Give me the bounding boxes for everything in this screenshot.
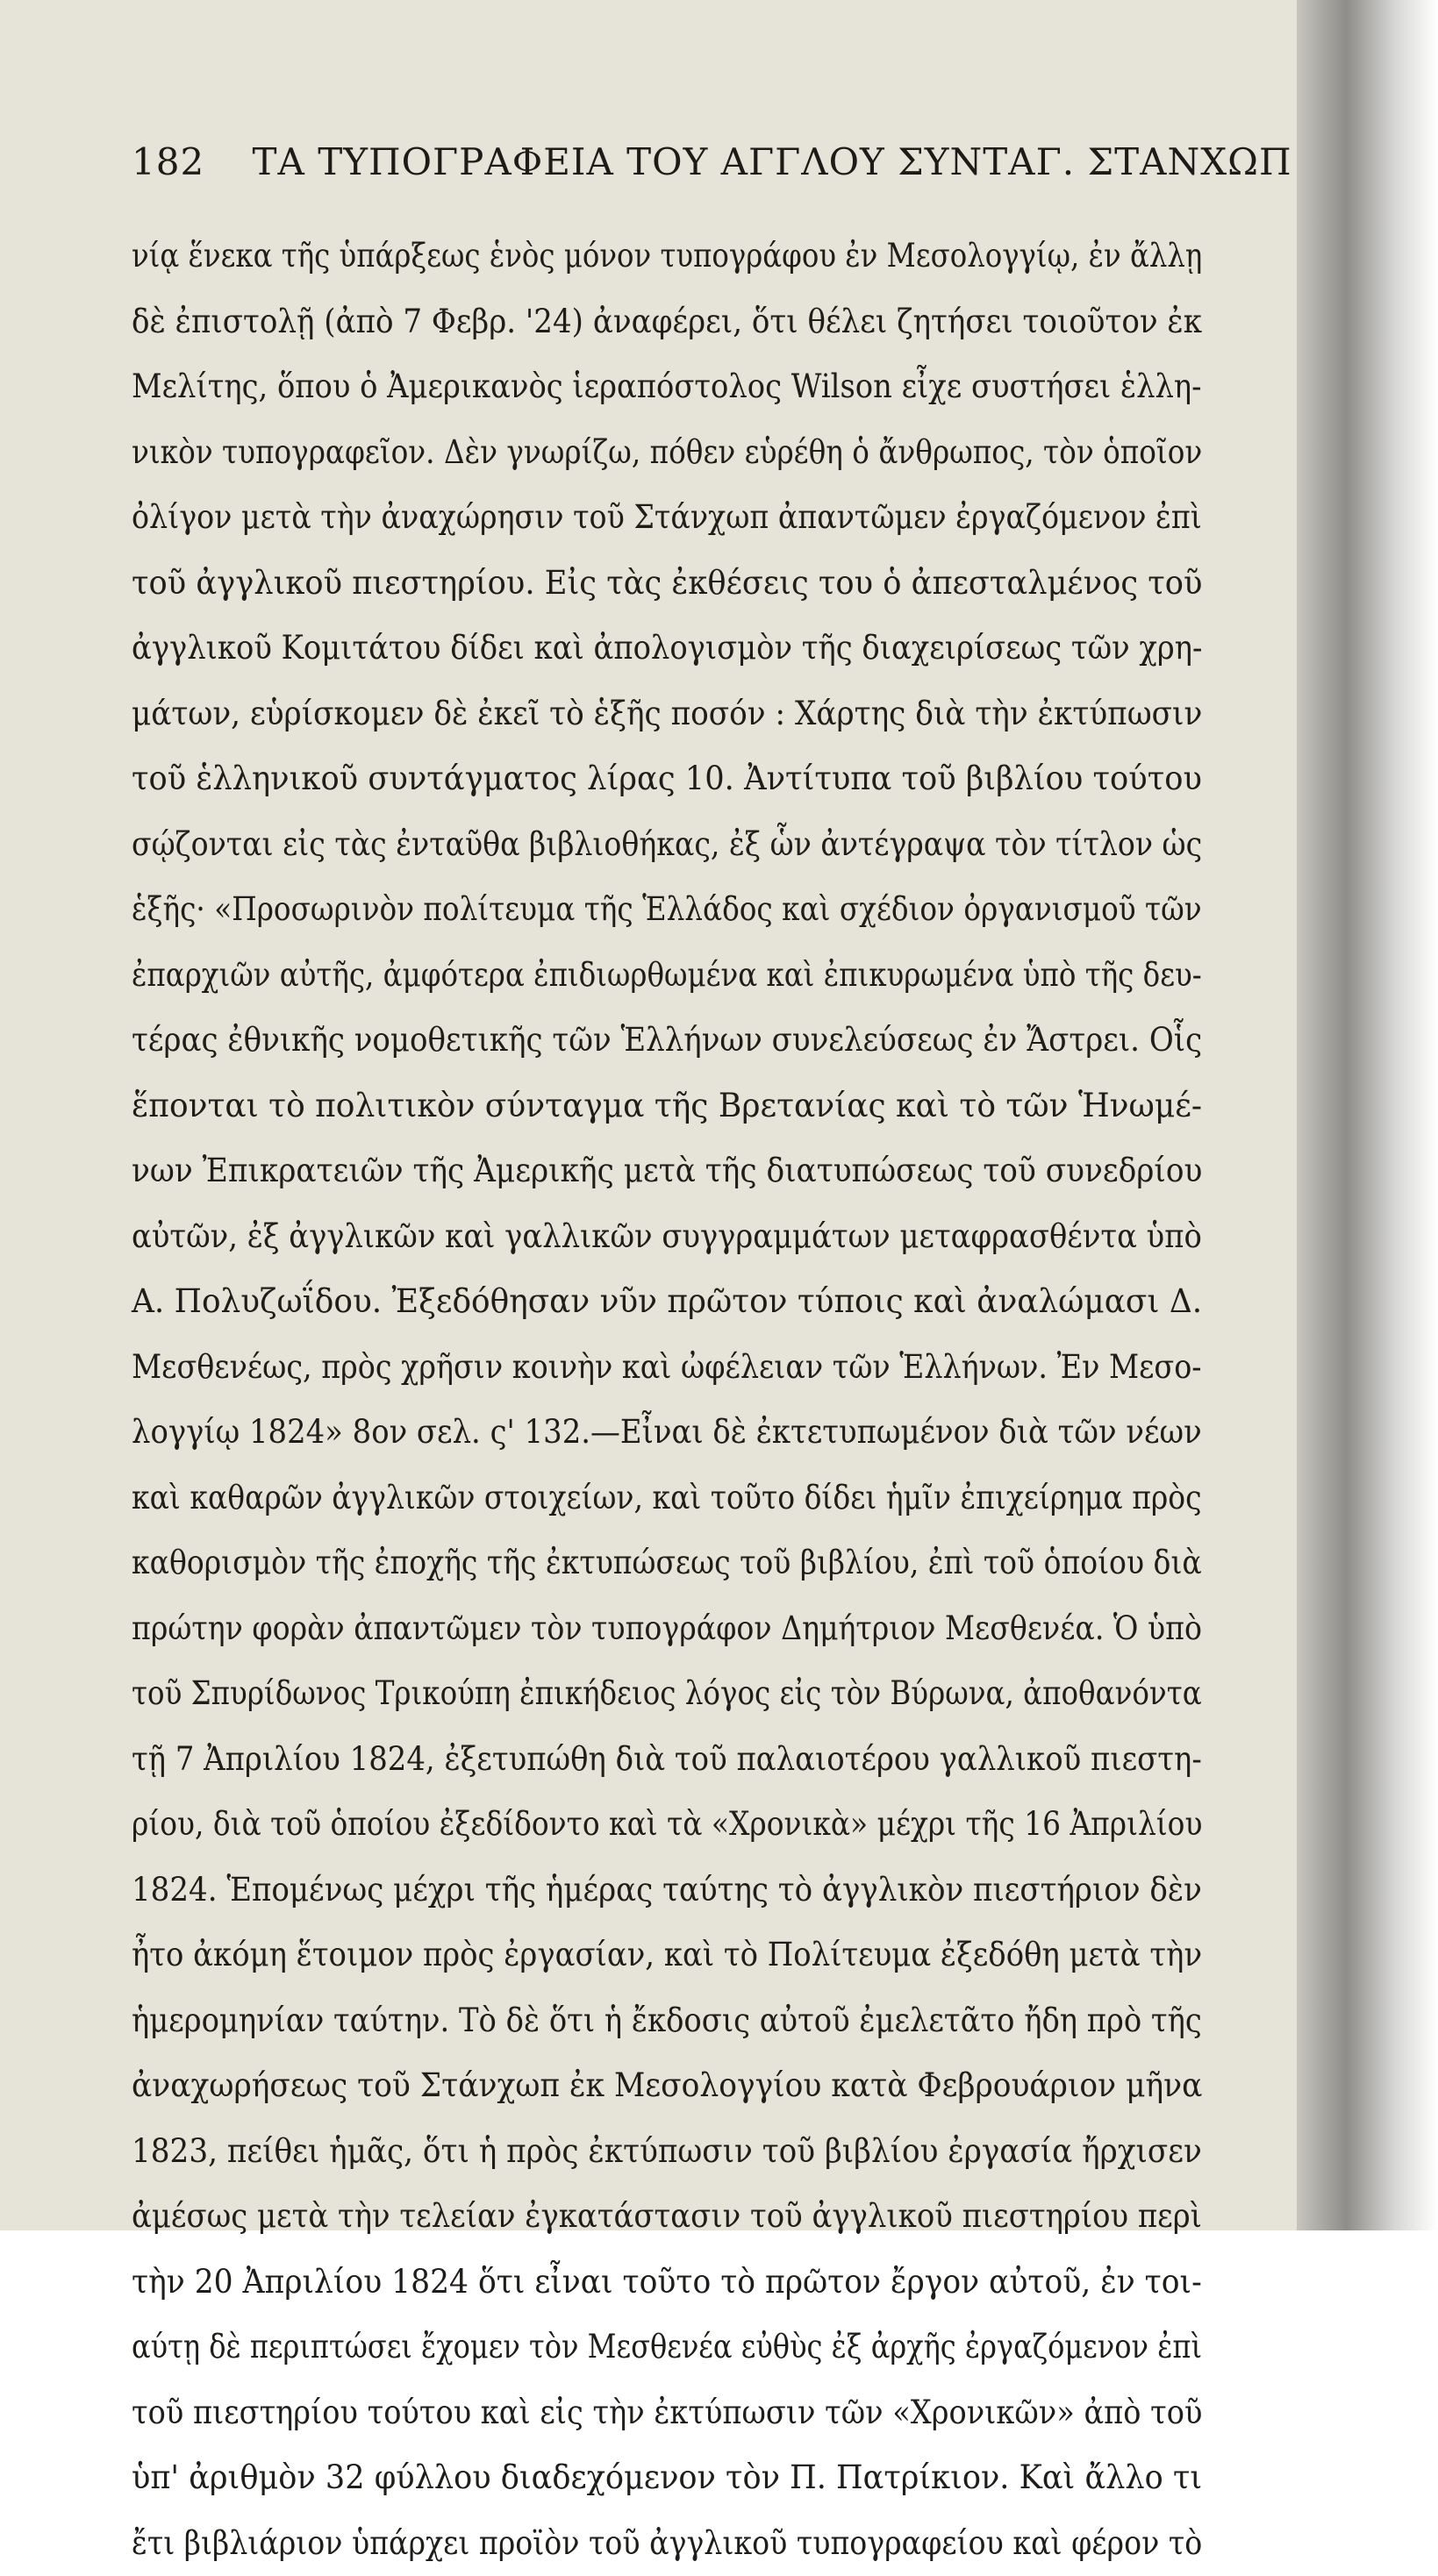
text-line: αύτῃ δὲ περιπτώσει ἔχομεν τὸν Μεσθενέα εὐθὺς ἐξ ἀρχῆς ἐργαζόμενον ἐπὶ (132, 2315, 1081, 2380)
text-line: 1823, πείθει ἡμᾶς, ὅτι ἡ πρὸς ἐκτύπωσιν τοῦ βιβλίου ἐργασία ἤρχισεν (132, 2119, 1146, 2185)
text-line: νων Ἐπικρατειῶν τῆς Ἀμερικῆς μετὰ τῆς διατυπώσεως τοῦ συνεδρίου (132, 1138, 1148, 1204)
body-text (132, 224, 1228, 2153)
text-line: Α. Πολυζωΐδου. Ἐξεδόθησαν νῦν πρῶτον τύποις καὶ ἀναλώμασι Δ. (132, 1269, 1194, 1335)
text-line: τέρας ἐθνικῆς νομοθετικῆς τῶν Ἑλλήνων συνελεύσεως ἐν Ἄστρει. Οἷς (132, 1008, 1141, 1074)
text-line: ὀλίγον μετὰ τὴν ἀναχώρησιν τοῦ Στάνχωπ ἀπαντῶμεν ἐργαζόμενον ἐπὶ (132, 485, 1119, 551)
text-line: ἡμερομηνίαν ταύτην. Τὸ δὲ ὅτι ἡ ἔκδοσις αὐτοῦ ἐμελετᾶτο ἤδη πρὸ τῆς (132, 1988, 1133, 2054)
text-line: 1824. Ἑπομένως μέχρι τῆς ἡμέρας ταύτης τὸ ἀγγλικὸν πιεστήριον δὲν (132, 1858, 1141, 1923)
text-line: ἦτο ἀκόμη ἕτοιμον πρὸς ἐργασίαν, καὶ τὸ Πολίτευμα ἐξεδόθη μετὰ τὴν (132, 1923, 1135, 1988)
text-line: τοῦ ἑλληνικοῦ συντάγματος λίρας 10. Ἀντίτυπα τοῦ βιβλίου τούτου (132, 746, 1177, 812)
text-line: ἑξῆς· «Προσωρινὸν πολίτευμα τῆς Ἑλλάδος καὶ σχέδιον ὀργανισμοῦ τῶν (132, 877, 1100, 943)
text-line: ἀναχωρήσεως τοῦ Στάνχωπ ἐκ Μεσολογγίου κατὰ Φεβρουάριον μῆνα (132, 2053, 1153, 2119)
text-line: ἀγγλικοῦ Κομιτάτου δίδει καὶ ἀπολογισμὸν τῆς διαχειρίσεως τῶν χρη- (132, 616, 1133, 681)
text-line: καὶ καθαρῶν ἀγγλικῶν στοιχείων, καὶ τοῦτο δίδει ἡμῖν ἐπιχείρημα πρὸς (132, 1466, 1110, 1531)
text-line: Μεσθενέως, πρὸς χρῆσιν κοινὴν καὶ ὠφέλειαν τῶν Ἑλλήνων. Ἐν Μεσο- (132, 1335, 1120, 1401)
text-line: τὴν 20 Ἀπριλίου 1824 ὅτι εἶναι τοῦτο τὸ πρῶτον ἔργον αὐτοῦ, ἐν τοι- (132, 2250, 1155, 2316)
text-line: νικὸν τυπογραφεῖον. Δὲν γνωρίζω, πόθεν εὑρέθη ὁ ἄνθρωπος, τὸν ὁποῖον (132, 420, 1100, 486)
text-line: τοῦ ἀγγλικοῦ πιεστηρίου. Εἰς τὰς ἐκθέσεις του ὁ ἀπεσταλμένος τοῦ (132, 551, 1176, 617)
running-title: ΤΑ ΤΥΠΟΓΡΑΦΕΙΑ ΤΟΥ ΑΓΓΛΟΥ ΣΥΝΤΑΓ. ΣΤΑΝΧΩΠ (253, 140, 1292, 183)
text-line: λογγίῳ 1824» 8ον σελ. ς' 132.—Εἶναι δὲ ἐκτετυπωμένον διὰ τῶν νέων (132, 1400, 1135, 1466)
text-line: ἐπαρχιῶν αὐτῆς, ἀμφότερα ἐπιδιωρθωμένα καὶ ἐπικυρωμένα ὑπὸ τῆς δευ- (132, 943, 1094, 1009)
text-line: αὐτῶν, ἐξ ἀγγλικῶν καὶ γαλλικῶν συγγραμμάτων μεταφρασθέντα ὑπὸ (132, 1204, 1134, 1270)
page-number: 182 (132, 140, 204, 183)
page-header (132, 140, 1211, 193)
text-line: ἕπονται τὸ πολιτικὸν σύνταγμα τῆς Βρετανίας καὶ τὸ τῶν Ἡνωμέ- (132, 1074, 1198, 1139)
text-line: ἔτι βιβλιάριον ὑπάρχει προϊὸν τοῦ ἀγγλικοῦ τυπογραφείου καὶ φέρον τὸ (132, 2511, 1116, 2576)
text-line: τῇ 7 Ἀπριλίου 1824, ἐξετυπώθη διὰ τοῦ παλαιοτέρου γαλλικοῦ πιεστη- (132, 1727, 1136, 1793)
text-line: καθορισμὸν τῆς ἐποχῆς τῆς ἐκτυπώσεως τοῦ βιβλίου, ἐπὶ τοῦ ὁποίου διὰ (132, 1531, 1111, 1596)
text-line: ἀμέσως μετὰ τὴν τελείαν ἐγκατάστασιν τοῦ ἀγγλικοῦ πιεστηρίου περὶ (132, 2184, 1136, 2250)
text-line: μάτων, εὑρίσκομεν δὲ ἐκεῖ τὸ ἑξῆς ποσόν : Χάρτης διὰ τὴν ἐκτύπωσιν (132, 681, 1148, 747)
text-line: σῴζονται εἰς τὰς ἐνταῦθα βιβλιοθήκας, ἐξ ὧν ἀντέγραψα τὸν τίτλον ὡς (132, 812, 1114, 878)
text-line: τοῦ Σπυρίδωνος Τρικούπη ἐπικήδειος λόγος εἰς τὸν Βύρωνα, ἀποθανόντα (132, 1661, 1096, 1727)
text-line: νίᾳ ἕνεκα τῆς ὑπάρξεως ἑνὸς μόνον τυπογράφου ἐν Μεσολογγίῳ, ἐν ἄλλῃ (132, 224, 1091, 289)
text-line: πρώτην φορὰν ἀπαντῶμεν τὸν τυπογράφον Δημήτριον Μεσθενέα. Ὁ ὑπὸ (132, 1596, 1115, 1662)
text-line: τοῦ πιεστηρίου τούτου καὶ εἰς τὴν ἐκτύπωσιν τῶν «Χρονικῶν» ἀπὸ τοῦ (132, 2380, 1128, 2446)
text-line: Μελίτης, ὅπου ὁ Ἀμερικανὸς ἱεραπόστολος Wilson εἶχε συστήσει ἑλλη- (132, 354, 1133, 420)
page-gutter-shadow (1297, 0, 1438, 2230)
text-line: ρίου, διὰ τοῦ ὁποίου ἐξεδίδοντο καὶ τὰ «Χρονικὰ» μέχρι τῆς 16 Ἀπριλίου (132, 1792, 1105, 1858)
text-line: δὲ ἐπιστολῇ (ἀπὸ 7 Φεβρ. '24) ἀναφέρει, ὅτι θέλει ζητήσει τοιοῦτον ἐκ (132, 289, 1142, 355)
text-line: ὑπ' ἀριθμὸν 32 φύλλου διαδεχόμενον τὸν Π. Πατρίκιον. Καὶ ἄλλο τι (132, 2445, 1172, 2511)
